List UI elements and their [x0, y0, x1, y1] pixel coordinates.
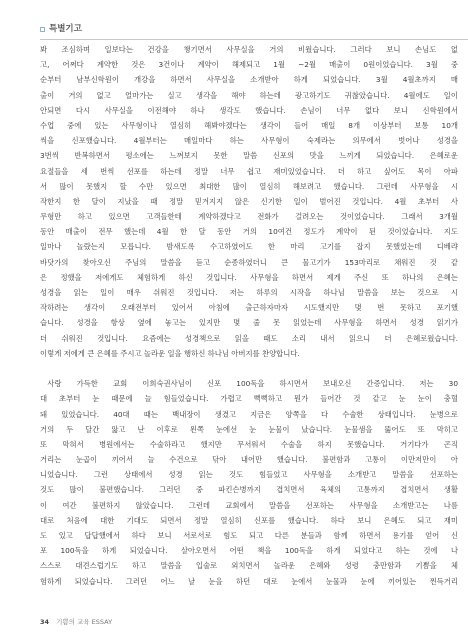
text-line: 스스로 대견스럽기도 하고 말씀을 입술로 외치면서 놀라운 은혜와 성령 충만함과 기쁨을 체 — [40, 561, 458, 571]
text-line: 작하려는 생각이 오래전부터 있어서 아침에 출근하자마자 시도했지만 몇 번 못하고 포기했 — [40, 303, 458, 313]
text-line: 험하게 되었습니다. 그러던 어느 날 눈을 하던 대로 눈에서 눈물과 눈에 끼어있는 찐득거리 — [40, 576, 458, 586]
text-line: 더 쉬워진 것입니다. 요즘에는 성경책으로 읽을 때도 소리 내서 읽으니 더 은혜로웠습니다. — [40, 333, 458, 343]
text-line: 일마나 놀랐는지 모릅니다. 밤새도록 수고하였어도 한 마리 고기를 잡지 못했었는데 디베랴 — [40, 242, 458, 252]
text-line: 이 여간 불편하지 않았습니다. 그런데 교회에서 말씀을 선포하는 사무형을 소개받고는 나름 — [40, 500, 458, 510]
page-header — [0, 0, 468, 40]
text-line: 3번씩 반복하면서 평소에는 느껴보지 못한 말씀 신포의 맛을 느끼게 되었습니다. 은혜로운 — [40, 151, 458, 161]
text-line: 고, 어쩌다 계약한 것은 3건이나 계약이 해제되고 1월 ~2월 매출이 0원이었습니다. 3월 중 — [40, 60, 458, 70]
text-line: 돼 있었습니다. 40대 때는 백내장이 생겼고 지금은 양쪽을 다 수술한 상태입니다. 눈병으로 — [40, 409, 458, 419]
text-line: 니었습니다. 그런 상태에서 성경 읽는 것도 힘들었고 사무형을 소개받고 말씀을 선포하는 — [40, 470, 458, 480]
text-line: 대 초부터 눈 때문에 늘 힘들었습니다. 가렵고 뻑뻑하고 뭔가 들어간 것 같고 눈 눈이 충혈 — [40, 394, 458, 404]
header-divider — [40, 39, 468, 40]
text-line: 순부터 남부신학원이 개강을 하면서 사무실을 소개받아 하게 되었습니다. 3월 4월초까지 매 — [40, 75, 458, 85]
text-line: 포 100독을 하게 되었습니다. 살아오면서 어떤 책을 100독을 하게 되었다고 하는 것에 나 — [40, 546, 458, 556]
page-number: 34 — [40, 618, 50, 626]
page-footer — [40, 617, 112, 626]
text-line: 습니다. 성경을 항상 옆에 놓고는 있지만 몇 줄 못 읽었는데 사무형을 하면서 성경 읽기가 — [40, 318, 458, 328]
text-line: 거의 두 달간 앓고 난 이후로 왼쪽 눈에선 눈 눈물이 났습니다. 눈물샘을 뚫어도 또 막히고 — [40, 424, 458, 434]
text-line: 또 막혀서 병원에서는 수술하라고 했지만 무서워서 수술을 하지 못했습니다. 거기다가 곤직 — [40, 439, 458, 449]
article-body — [40, 42, 458, 589]
text-line: 서 많이 못했지 할 수만 있으면 최대한 많이 열심히 해보려고 했습니다. 그런데 사무형을 시 — [40, 181, 458, 191]
text-line: 이렇게 저에게 큰 은혜를 주시고 놀라운 일을 행하신 하나님 아버지를 찬양합니다. — [40, 348, 300, 358]
text-line: 동안 매출이 전무 했는데 4월 한 달 동안 거의 10여건 정도가 계약이 된 것이었습니다. 지도 — [40, 227, 458, 237]
text-line: 바닷가의 찾아오신 주님의 말씀을 듣고 순종하였더니 큰 물고기가 153마리로 채워진 것 같 — [40, 257, 458, 267]
text-line: 거리는 눈곱이 끼어서 늘 수건으로 닦아 내어만 했습니다. 불편함과 고통이 이만저만이 아 — [40, 455, 458, 465]
section-title: 특별기고 — [49, 24, 82, 34]
text-line: 대로 처음에 대한 기대도 되면서 정말 열심히 신포를 했습니다. 하다 보니 은혜도 되고 재미 — [40, 515, 458, 525]
text-line: 안되면 다시 사무실을 이전해야 하나 생각도 했습니다. 손님이 너무 없다 보니 신학원에서 — [40, 105, 458, 115]
text-line: 무형만 하고 있으면 고객들한테 계약하겠다고 전화가 걸려오는 것이었습니다. 그래서 3개월 — [40, 212, 458, 222]
text-line: 도 있고 답답했에서 하다 보니 서로서로 힘도 되고 다른 분들과 함께 하면서 용기를 얻어 신 — [40, 531, 458, 540]
square-bullet-icon — [40, 27, 45, 32]
text-line: 사랑 가득한 교회 이희숙권사님이 신포 100독을 하시면서 보내오신 간증입니다. 저는 30 — [47, 379, 458, 389]
publication-name: 기쁨의 교육 ESSAY — [56, 618, 113, 626]
text-line: 성경을 읽는 일이 매우 쉬워진 것입니다. 저는 하루의 시작을 하나님 말씀을 보는 것으로 시 — [40, 288, 458, 297]
text-line: 수업 중에 있는 사무형이나 열심히 해봐야겠다는 생각이 들어 매일 8개 이상부터 보통 10개 — [40, 120, 458, 130]
text-line: 출이 거의 없고 얼마가는 실고 생각을 해야 하는데 광고하기도 귀찮았습니다. 4월에도 일이 — [40, 90, 458, 100]
text-line: 것도 많이 불편했습니다. 그러던 중 파킨슨병까지 겹치면서 육체의 고통까지 겹치면서 생활 — [40, 485, 458, 495]
text-line: 작한지 한 달이 지났을 때 정말 믿겨지지 않은 신기한 일이 벌어진 것입니다. 4월 초부터 사 — [40, 196, 458, 206]
text-line: 은 정했을 저에게도 체험하게 하신 것입니다. 사무형을 하면서 제게 주신 또 하나의 은혜는 — [40, 272, 458, 282]
text-line: 요절들을 세 번씩 선포를 하는데 정말 너무 쉽고 재미있었습니다. 더 하고 싶어도 목이 아파 — [40, 166, 458, 176]
text-line: 씩을 신포했습니다. 4월부터는 매일마다 하는 사무형이 숙제라는 의무에서 벗어나 성경을 — [40, 136, 458, 146]
paragraph-gap — [40, 361, 458, 376]
text-line: 봐 조심하며 일보다는 건강을 챙기면서 사무실을 거의 비웠습니다. 그러다 보니 손님도 없 — [40, 45, 458, 54]
